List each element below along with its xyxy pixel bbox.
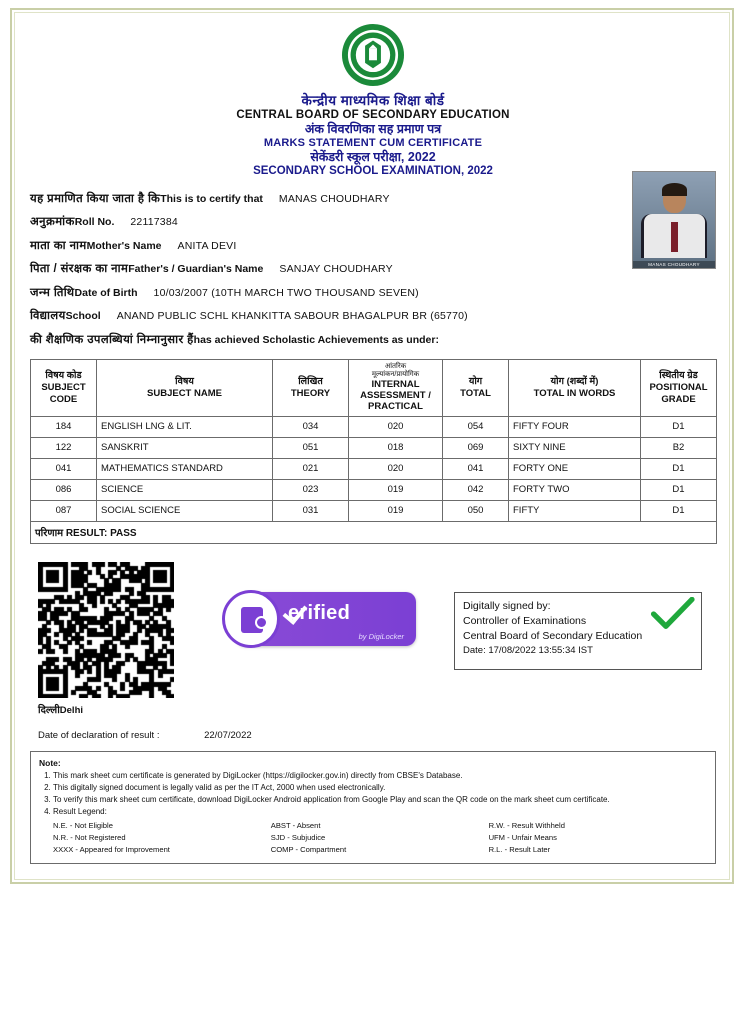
legend-item: XXXX - Appeared for Improvement <box>53 844 170 854</box>
list-item: 2. This digitally signed document is legally valid as per the IT Act, 2000 when used electronically. <box>53 782 707 794</box>
cell-code: 087 <box>31 500 97 521</box>
exam-title-hi: सेकेंडरी स्कूल परीक्षा, 2022 <box>310 150 436 165</box>
board-name-hi: केन्द्रीय माध्यमिक शिक्षा बोर्ड <box>301 93 445 108</box>
candidate-name-value: MANAS CHOUDHARY <box>278 192 390 205</box>
table-row <box>31 479 717 500</box>
father-label-en: Father's / Guardian's Name <box>128 263 264 276</box>
field-rollno <box>30 214 716 229</box>
legend-column-3 <box>489 820 707 855</box>
certificate-content <box>30 18 716 864</box>
exam-title-en: SECONDARY SCHOOL EXAMINATION, 2022 <box>253 164 493 177</box>
result-label-hi: परिणाम <box>35 528 64 540</box>
cell-internal: 019 <box>349 479 443 500</box>
cell-code: 184 <box>31 416 97 437</box>
cell-total: 042 <box>443 479 509 500</box>
cell-code: 041 <box>31 458 97 479</box>
board-name-en: CENTRAL BOARD OF SECONDARY EDUCATION <box>236 108 510 121</box>
cell-words: FORTY ONE <box>509 458 641 479</box>
cell-total: 069 <box>443 437 509 458</box>
legend-item: N.E. - Not Eligible <box>53 820 113 830</box>
cell-name: SOCIAL SCIENCE <box>97 500 273 521</box>
table-row <box>31 437 717 458</box>
field-certify <box>30 191 716 206</box>
cell-internal: 018 <box>349 437 443 458</box>
green-check-icon <box>649 597 695 631</box>
result-value: RESULT: PASS <box>65 528 137 540</box>
school-value: ANAND PUBLIC SCHL KHANKITTA SABOUR BHAGALPUR BR (65770) <box>116 310 468 323</box>
achievement-label-hi: की शैक्षणिक उपलब्धियां निम्नानुसार हैं <box>30 333 194 346</box>
rollno-label-hi: अनुक्रमांक <box>30 216 75 229</box>
legend-item: R.L. - Result Later <box>488 844 551 854</box>
mother-label-hi: माता का नाम <box>30 239 87 252</box>
verified-label: erified <box>288 601 351 624</box>
cell-theory: 021 <box>273 458 349 479</box>
cell-words: FORTY TWO <box>509 479 641 500</box>
candidate-fields <box>30 191 716 347</box>
verification-section <box>30 562 716 716</box>
field-school <box>30 308 716 323</box>
cell-theory: 023 <box>273 479 349 500</box>
table-row <box>31 500 717 521</box>
result-row <box>31 521 717 543</box>
field-dob <box>30 285 716 300</box>
cell-code: 086 <box>31 479 97 500</box>
legend-column-2 <box>271 820 489 855</box>
dob-value: 10/03/2007 (10TH MARCH TWO THOUSAND SEVEN) <box>153 286 419 299</box>
photo-caption: MANAS CHOUDHARY <box>633 261 715 268</box>
table-row <box>31 416 717 437</box>
dob-label-hi: जन्म तिथि <box>30 286 75 299</box>
cell-internal: 020 <box>349 416 443 437</box>
header-titles <box>30 93 716 179</box>
document-icon-circle <box>222 590 280 648</box>
achievement-label-en: has achieved Scholastic Achievements as under: <box>193 333 439 346</box>
school-label-hi: विद्यालय <box>30 310 66 323</box>
legend-item: SJD - Subjudice <box>270 832 326 842</box>
digilocker-verified-badge <box>236 592 416 646</box>
place-en: Delhi <box>59 704 84 716</box>
cell-name: ENGLISH LNG & LIT. <box>97 416 273 437</box>
cell-grade: D1 <box>641 500 717 521</box>
list-item: 4. Result Legend: <box>53 806 707 818</box>
document-title-hi: अंक विवरणिका सह प्रमाण पत्र <box>304 122 442 137</box>
cell-grade: D1 <box>641 479 717 500</box>
verified-sublabel: by DigiLocker <box>358 631 404 641</box>
header-internal: आंतरिक मूल्यांकन/प्रायोगिक INTERNAL ASSESSMENT / PRACTICAL <box>349 359 443 416</box>
digital-signature-box <box>454 592 702 670</box>
signature-line-2: Controller of Examinations <box>463 615 587 627</box>
field-father <box>30 261 716 276</box>
header-subject-code: विषय कोड SUBJECT CODE <box>31 359 97 416</box>
header-theory: लिखित THEORY <box>273 359 349 416</box>
declaration-value: 22/07/2022 <box>204 729 252 741</box>
field-achievement <box>30 332 716 347</box>
note-title: Note: <box>39 757 61 768</box>
result-cell <box>31 521 717 543</box>
cell-name: MATHEMATICS STANDARD <box>97 458 273 479</box>
cell-words: FIFTY <box>509 500 641 521</box>
declaration-date <box>38 730 716 741</box>
school-label-en: School <box>65 310 101 323</box>
cell-theory: 034 <box>273 416 349 437</box>
cell-name: SANSKRIT <box>97 437 273 458</box>
qr-code[interactable] <box>38 562 174 698</box>
list-item: 1. This mark sheet cum certificate is generated by DigiLocker (https://digilocker.gov.in) directly from CBSE's Database. <box>53 770 707 782</box>
cbse-logo-wrap <box>30 22 716 93</box>
legend-item: R.W. - Result Withheld <box>488 820 565 830</box>
cell-grade: D1 <box>641 458 717 479</box>
field-mother <box>30 238 716 253</box>
header-subject-name: विषय SUBJECT NAME <box>97 359 273 416</box>
declaration-label: Date of declaration of result : <box>38 729 160 741</box>
cell-internal: 020 <box>349 458 443 479</box>
mother-value: ANITA DEVI <box>177 239 237 252</box>
legend-item: UFM - Unfair Means <box>488 832 557 842</box>
header-total: योग TOTAL <box>443 359 509 416</box>
cell-grade: B2 <box>641 437 717 458</box>
cell-total: 050 <box>443 500 509 521</box>
legend-column-1 <box>53 820 271 855</box>
note-list <box>39 770 707 818</box>
marks-table-header-row <box>31 359 717 416</box>
marks-table <box>30 359 717 544</box>
legend-item: COMP - Compartment <box>270 844 347 854</box>
father-label-hi: पिता / संरक्षक का नाम <box>30 263 129 276</box>
cell-theory: 051 <box>273 437 349 458</box>
cell-total: 054 <box>443 416 509 437</box>
list-item: 3. To verify this mark sheet cum certificate, download DigiLocker Android application from Google Play and scan the QR code on the mark sheet cum certificate. <box>53 794 707 806</box>
cbse-logo-icon <box>340 22 406 88</box>
cell-internal: 019 <box>349 500 443 521</box>
table-row <box>31 458 717 479</box>
certify-label-hi: यह प्रमाणित किया जाता है कि <box>30 192 161 205</box>
cell-grade: D1 <box>641 416 717 437</box>
rollno-value: 22117384 <box>130 216 178 229</box>
signature-line-3: Central Board of Secondary Education <box>463 630 643 643</box>
cell-code: 122 <box>31 437 97 458</box>
cell-name: SCIENCE <box>97 479 273 500</box>
note-box <box>30 751 716 864</box>
mother-label-en: Mother's Name <box>86 239 162 252</box>
legend-item: N.R. - Not Registered <box>53 832 126 842</box>
document-title-en: MARKS STATEMENT CUM CERTIFICATE <box>263 137 483 150</box>
place-hi: दिल्ली <box>38 704 60 716</box>
certify-label-en: This is to certify that <box>160 192 263 205</box>
dob-label-en: Date of Birth <box>74 286 138 299</box>
document-icon <box>241 607 263 633</box>
signature-date: Date: 17/08/2022 13:55:34 IST <box>463 645 593 657</box>
cell-total: 041 <box>443 458 509 479</box>
legend-item: ABST - Absent <box>270 820 321 830</box>
father-value: SANJAY CHOUDHARY <box>279 263 393 276</box>
signature-line-1: Digitally signed by: <box>463 599 551 612</box>
cell-words: SIXTY NINE <box>509 437 641 458</box>
cell-theory: 031 <box>273 500 349 521</box>
header-total-words: योग (शब्दों में) TOTAL IN WORDS <box>509 359 641 416</box>
header-grade: स्थितीय ग्रेड POSITIONAL GRADE <box>641 359 717 416</box>
result-legend <box>53 820 707 855</box>
candidate-photo <box>632 171 716 269</box>
rollno-label-en: Roll No. <box>74 216 115 229</box>
place-of-issue <box>38 702 83 716</box>
svg-text:भारत: भारत <box>368 71 378 77</box>
cell-words: FIFTY FOUR <box>509 416 641 437</box>
